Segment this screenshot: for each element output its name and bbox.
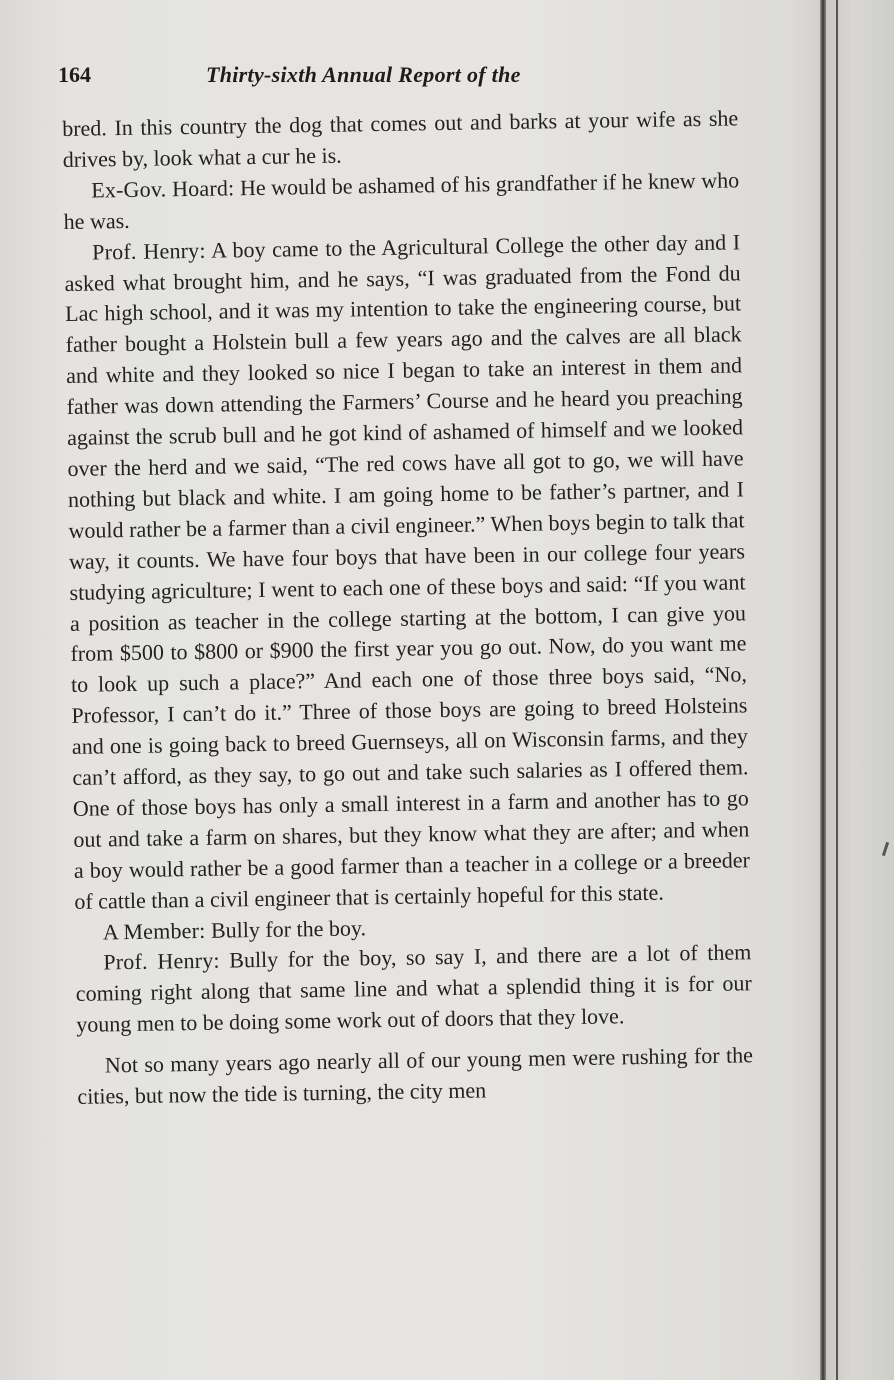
page-header bbox=[58, 62, 758, 98]
speaker-label: A Member: bbox=[102, 917, 206, 945]
speaker-label: Prof. Henry: bbox=[103, 948, 220, 975]
paragraph-text: Not so many years ago nearly all of our young men were rushing for the cities, but now the tide is turning, the city men bbox=[77, 1042, 754, 1109]
paragraph bbox=[77, 1040, 754, 1112]
body-text bbox=[62, 103, 754, 1112]
paragraph-text: A boy came to the Agricultural College the other day and I asked what brought him, and he says, “I was graduated from the Fond du Lac high school, and it was my intention to take the engineering course, but father bought a Holstein bull a few years ago and the calves are all black and white and they looked so nice I began to take an interest in them and father was down attending the Farmers’ Course and he heard you preaching against the scrub bull and he got kind of ashamed of himself and we looked over the herd and we said, “The red cows have all got to go, we will have nothing but black and white. I am going home to be father’s partner, and I would rather be a farmer than a civil engineer.” When boys begin to talk that way, it counts. We have four boys that have been in our college four years studying agriculture; I went to each one of these boys and said: “If you want a position as teacher in the college starting at the bottom, I can give you from $500 to $800 or $900 the first year you go out. Now, do you want me to look up such a place?” And each one of those three boys said, “No, Professor, I can’t do it.” Three of those boys are going to breed Holsteins and one is going back to breed Guernseys, all on Wisconsin farms, and they can’t afford, as they say, to go out and take such salaries as I offered them. One of those boys has only a small interest in a farm and another has to go out and take a farm on shares, but they know what they are after; and when a boy would rather be a good farmer than a teacher in a college or a breeder of cattle than a civil engineer that is certainly hopeful for this state. bbox=[64, 228, 750, 914]
paragraph bbox=[64, 227, 751, 917]
speaker-label: Ex-Gov. Hoard: bbox=[90, 175, 235, 203]
paragraph-text: Bully for the boy, so say I, and there are a lot of them coming right along that same line and what a splendid thing it is for our young men to be doing some work out of doors that they love. bbox=[75, 939, 752, 1038]
paragraph bbox=[62, 103, 739, 175]
paragraph bbox=[63, 165, 740, 237]
page-edge-line bbox=[836, 0, 838, 1380]
running-head: Thirty-sixth Annual Report of the bbox=[206, 62, 521, 87]
page-number: 164 bbox=[58, 62, 91, 87]
speaker-label: Prof. Henry: bbox=[91, 237, 206, 265]
paragraph bbox=[75, 938, 752, 1041]
paragraph-text: bred. In this country the dog that comes out and barks at your wife as she drives by, look what a cur he is. bbox=[62, 105, 739, 172]
paragraph-text: He would be ashamed of his grandfather if he knew who he was. bbox=[63, 167, 740, 234]
paragraph-text: Bully for the boy. bbox=[210, 914, 367, 943]
